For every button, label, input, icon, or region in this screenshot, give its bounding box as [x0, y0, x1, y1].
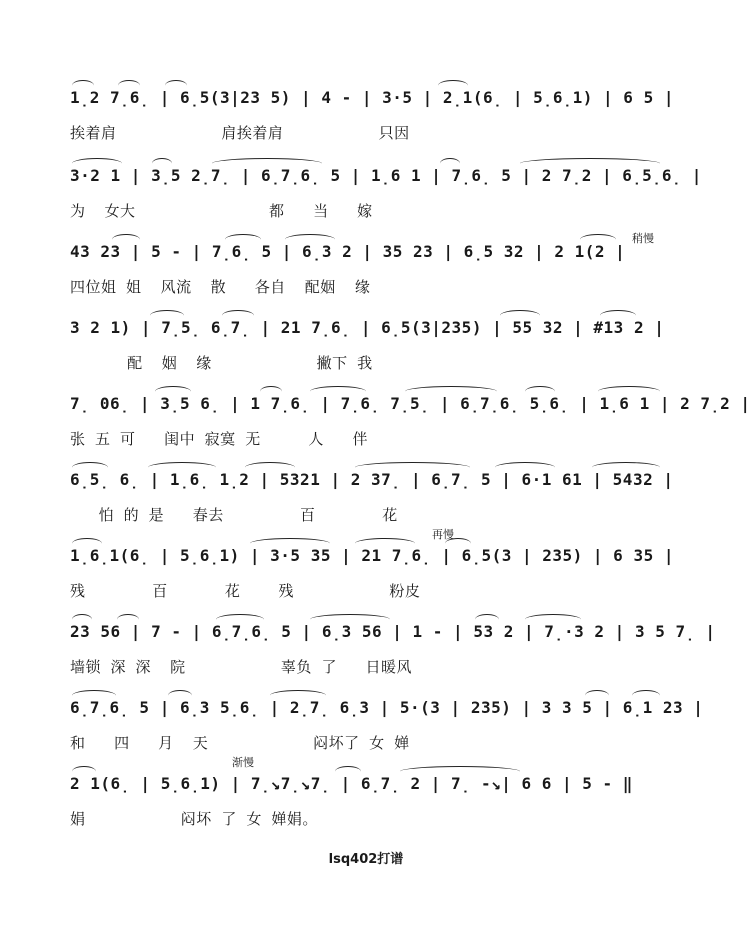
slur-mark: [117, 614, 139, 625]
notation-row: 43 23 | 5 - | 7̣6̣ 5 | 6̣3 2 | 35 23 | 6̣5 32 | 2 1(2 |: [70, 242, 626, 261]
score-line-1: [0, 78, 732, 158]
slur-mark: [355, 538, 415, 549]
slur-mark: [260, 386, 282, 397]
slur-mark: [585, 690, 609, 701]
lyrics-row: 娟 闷坏 了 女 婵娟。: [70, 810, 318, 828]
slur-mark: [250, 538, 330, 549]
notation-row: 3·2 1 | 3̣5 2̣7̣ | 6̣7̣6̣ 5 | 1̣6 1 | 7̣6̣ 5 | 2 7̣2 | 6̣5̣6̣ |: [70, 166, 702, 185]
slur-mark: [525, 614, 581, 625]
score-line-3: [0, 232, 732, 312]
slur-mark: [525, 386, 555, 397]
slur-mark: [72, 462, 108, 473]
slur-mark: [520, 158, 660, 169]
slur-mark: [212, 158, 322, 169]
lyrics-row: 为 女大 都 当 嫁: [70, 202, 373, 220]
slur-mark: [592, 462, 660, 473]
slur-mark: [216, 614, 264, 625]
notation-row: 7̣ 06̣ | 3̣5 6̣ | 1 7̣6̣ | 7̣6̣ 7̣5̣ | 6̣7̣6̣ 5̣6̣ | 1̣6 1 | 2 7̣2 |: [70, 394, 751, 413]
slur-mark: [475, 614, 499, 625]
slur-mark: [335, 766, 361, 777]
score-line-7: [0, 528, 732, 616]
lyrics-row: 四位姐 姐 风流 散 各自 配姻 缘: [70, 278, 371, 296]
slur-mark: [72, 158, 122, 169]
slur-mark: [310, 614, 390, 625]
notation-row: 6̣5̣ 6̣ | 1̣6̣ 1̣2 | 5321 | 2 37̣ | 6̣7̣ 5 | 6·1 61 | 5432 |: [70, 470, 674, 489]
slur-mark: [245, 462, 295, 473]
lyrics-row: 配 姻 缘 撇下 我: [70, 354, 373, 372]
slur-mark: [632, 690, 660, 701]
slur-mark: [72, 80, 94, 91]
slur-mark: [222, 310, 254, 321]
slur-mark: [118, 80, 140, 91]
lyrics-row: 和 四 月 天 闷坏了 女 婵: [70, 734, 410, 752]
score-line-5: [0, 384, 751, 464]
lyrics-row: 怕 的 是 春去 百 花: [70, 506, 398, 524]
score-line-6: [0, 460, 732, 540]
lyrics-row: 挨着肩 肩挨着肩 只因: [70, 124, 410, 142]
slur-mark: [355, 462, 470, 473]
slur-mark: [495, 462, 555, 473]
transcriber-credit: lsq402打谱: [328, 852, 404, 867]
notation-row: 6̣7̣6̣ 5 | 6̣3 5̣6̣ | 2̣7̣ 6̣3 | 5·(3 | 235) | 3 3 5 | 6̣1 23 |: [70, 698, 704, 717]
score-line-10: [0, 756, 732, 844]
notation-row: 3 2 1) | 7̣5̣ 6̣7̣ | 21 7̣6̣ | 6̣5(3|235) | 55 32 | #13 2 |: [70, 318, 665, 337]
slur-mark: [405, 386, 497, 397]
slur-mark: [600, 310, 636, 321]
tempo-marking: 渐慢: [232, 756, 254, 769]
slur-mark: [112, 234, 140, 245]
slur-mark: [72, 766, 96, 777]
lyrics-row: 张 五 可 闺中 寂寞 无 人 伴: [70, 430, 368, 448]
slur-mark: [150, 310, 184, 321]
slur-mark: [165, 80, 187, 91]
notation-row: 1̣2 7̣6̣ | 6̣5(3|23 5) | 4 - | 3·5 | 2̣1(6̣ | 5̣6̣1) | 6 5 |: [70, 88, 674, 107]
slur-mark: [155, 386, 191, 397]
notation-row: 2 1(6̣ | 5̣6̣1) | 7̣↘7̣↘7̣ | 6̣7̣ 2 | 7̣ -↘| 6 6 | 5 - ‖: [70, 774, 633, 793]
tempo-marking: 再慢: [432, 528, 454, 541]
slur-mark: [500, 310, 540, 321]
slur-mark: [168, 690, 192, 701]
score-line-9: [0, 688, 732, 768]
notation-row: 1̣6̣1(6̣ | 5̣6̣1) | 3·5 35 | 21 7̣6̣ | 6̣5(3 | 235) | 6 35 |: [70, 546, 674, 565]
score-line-2: [0, 156, 732, 236]
score-line-8: [0, 612, 732, 692]
slur-mark: [285, 234, 335, 245]
slur-mark: [580, 234, 616, 245]
slur-mark: [72, 614, 92, 625]
tempo-marking: 稍慢: [632, 232, 654, 245]
slur-mark: [225, 234, 261, 245]
slur-mark: [72, 690, 116, 701]
slur-mark: [270, 690, 326, 701]
slur-mark: [440, 158, 460, 169]
slur-mark: [152, 158, 172, 169]
slur-mark: [72, 538, 102, 549]
notation-row: 23 56 | 7 - | 6̣7̣6̣ 5 | 6̣3 56 | 1 - | 53 2 | 7̣·3 2 | 3 5 7̣ |: [70, 622, 716, 641]
slur-mark: [148, 462, 216, 473]
score-line-4: [0, 308, 732, 388]
lyrics-row: 残 百 花 残 粉皮: [70, 582, 421, 600]
slur-mark: [438, 80, 468, 91]
slur-mark: [310, 386, 366, 397]
lyrics-row: 墙锁 深 深 院 辜负 了 日暖风: [70, 658, 413, 676]
slur-mark: [598, 386, 660, 397]
slur-mark: [400, 766, 520, 777]
